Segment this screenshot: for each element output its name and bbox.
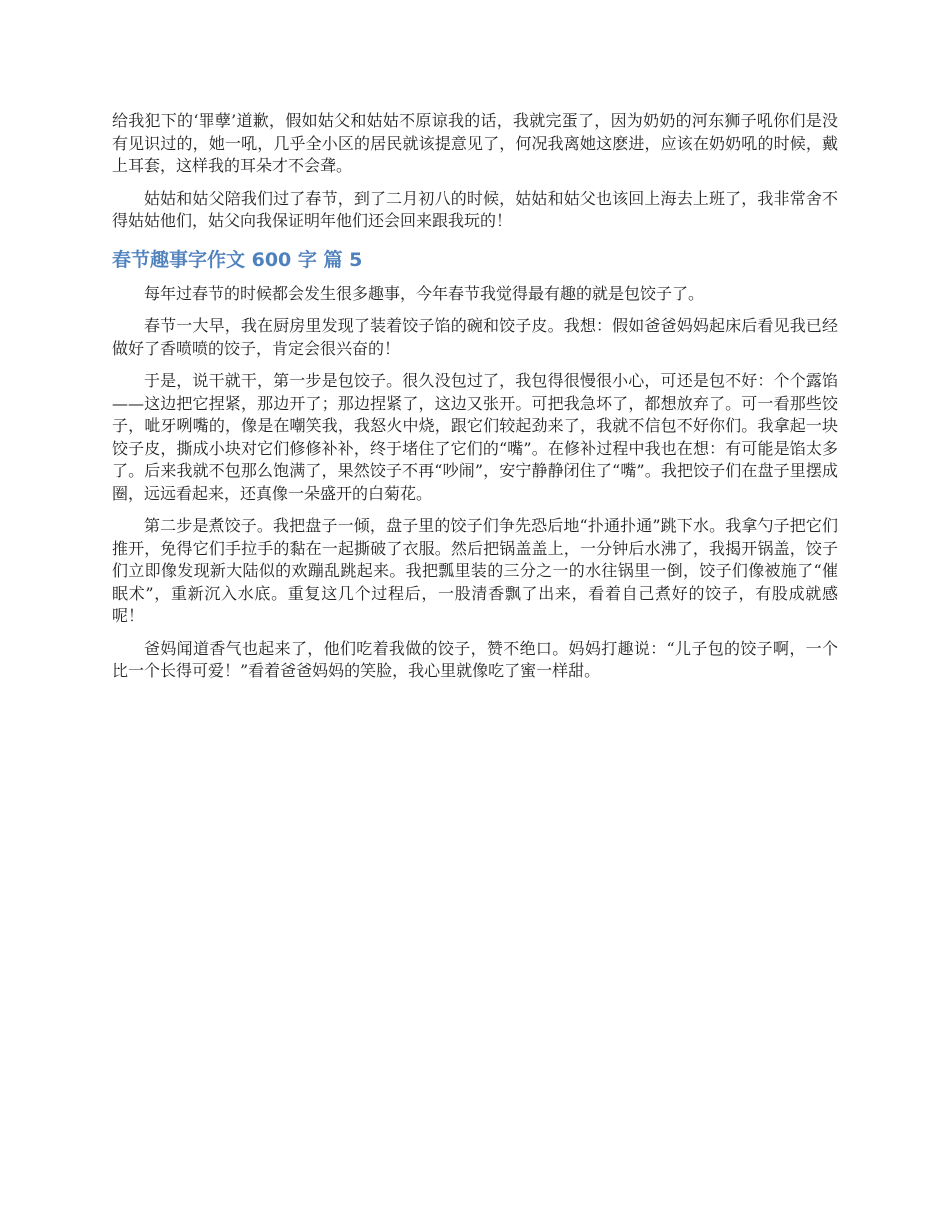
body-paragraph: 爸妈闻道香气也起来了，他们吃着我做的饺子，赞不绝口。妈妈打趣说：“儿子包的饺子啊，一个比一个长得可爱！”看着爸爸妈妈的笑脸，我心里就像吃了蜜一样甜。 (112, 638, 838, 680)
body-paragraph: 每年过春节的时候都会发生很多趣事，今年春节我觉得最有趣的就是包饺子了。 (144, 283, 705, 303)
section-heading: 春节趣事字作文 600 字 篇 5 (112, 248, 363, 271)
body-paragraph: 春节一大早，我在厨房里发现了装着饺子馅的碗和饺子皮。我想：假如爸爸妈妈起床后看见我已经做好了香喷喷的饺子，肯定会很兴奋的！ (112, 316, 838, 358)
body-paragraph: 第二步是煮饺子。我把盘子一倾，盘子里的饺子们争先恐后地“扑通扑通”跳下水。我拿勺子把它们推开，免得它们手拉手的黏在一起撕破了衣服。然后把锅盖盖上，一分钟后水沸了，我揭开锅盖，饺子们立即像发现新大陆似的欢蹦乱跳起来。我把瓢里装的三分之一的水往锅里一倒，饺子们像被施了“催眠术”，重新沉入水底。重复这几个过程后，一股清香飘了出来，看着自己煮好的饺子，有股成就感呢！ (112, 516, 838, 625)
body-paragraph: 于是，说干就干，第一步是包饺子。很久没包过了，我包得很慢很小心，可还是包不好：个个露馅——这边把它捏紧，那边开了；那边捏紧了，这边又张开。可把我急坏了，都想放弃了。可一看那些饺子，呲牙咧嘴的，像是在嘲笑我，我怒火中烧，跟它们较起劲来了，我就不信包不好你们。我拿起一块饺子皮，撕成小块对它们修修补补，终于堵住了它们的“嘴”。在修补过程中我也在想：有可能是馅太多了。后来我就不包那么饱满了，果然饺子不再“吵闹”，安宁静静闭住了“嘴”。我把饺子们在盘子里摆成圈，远远看起来，还真像一朵盛开的白菊花。 (112, 371, 838, 503)
continued-paragraph: 给我犯下的‘罪孽’道歉，假如姑父和姑姑不原谅我的话，我就完蛋了，因为奶奶的河东狮子吼你们是没有见识过的，她一吼，几乎全小区的居民就该提意见了，何况我离她这麽进，应该在奶奶吼的时候，戴上耳套，这样我的耳朵才不会聋。 (112, 111, 838, 175)
continued-paragraph: 姑姑和姑父陪我们过了春节，到了二月初八的时候，姑姑和姑父也该回上海去上班了，我非常舍不得姑姑他们，姑父向我保证明年他们还会回来跟我玩的！ (112, 188, 838, 230)
